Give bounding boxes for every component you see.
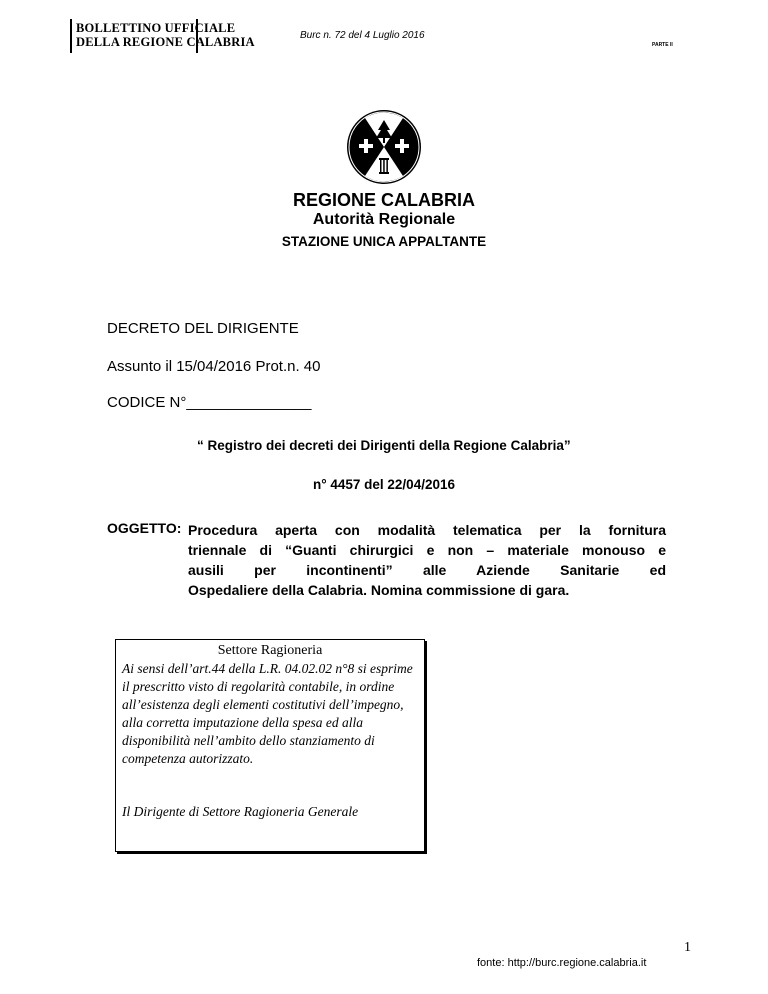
masthead-line-2: DELLA REGIONE CALABRIA xyxy=(76,35,255,49)
parte-label: PARTE II xyxy=(652,42,673,48)
authority-title: Autorità Regionale xyxy=(312,211,456,228)
registro-line: “ Registro dei decreti dei Dirigenti della Regione Calabria” xyxy=(197,438,571,453)
box-signature: Il Dirigente di Settore Ragioneria Generale xyxy=(122,804,359,819)
coat-of-arms-icon xyxy=(345,108,423,186)
oggetto-text xyxy=(188,520,666,600)
masthead-line-1: BOLLETTINO UFFICIALE xyxy=(76,21,236,35)
oggetto-line: Ospedaliere della Calabria. Nomina commissione di gara. xyxy=(188,582,570,598)
oggetto-line: Procedura aperta con modalità telematica per la fornitura xyxy=(188,522,666,538)
box-title: Settore Ragioneria xyxy=(217,643,323,658)
oggetto-line: triennale di “Guanti chirurgici e non – materiale monouso e xyxy=(188,542,666,558)
region-title: REGIONE CALABRIA xyxy=(292,190,475,210)
burc-reference: Burc n. 72 del 4 Luglio 2016 xyxy=(300,30,425,41)
oggetto-label: OGGETTO: xyxy=(107,520,182,536)
codice-line: CODICE N°_______________ xyxy=(107,394,312,411)
box-body: Ai sensi dell’art.44 della L.R. 04.02.02 n°8 si esprime il prescritto visto di regolarità contabile, in ordine all’esistenza degli elementi costitutivi dell’impegno, alla corretta imputazione della spesa ed alla disponibilità nell’ambito dello stanziamento di competenza autorizzato. xyxy=(122,661,413,766)
oggetto-line: ausili per incontinenti” alle Aziende Sanitarie ed xyxy=(188,562,666,578)
page-number: 1 xyxy=(684,940,691,955)
bollettino-masthead xyxy=(70,19,255,53)
source-footer: fonte: http://burc.regione.calabria.it xyxy=(477,957,647,969)
assunto-line: Assunto il 15/04/2016 Prot.n. 40 xyxy=(107,358,321,375)
decree-heading: DECRETO DEL DIRIGENTE xyxy=(107,320,299,337)
office-title: STAZIONE UNICA APPALTANTE xyxy=(281,234,487,249)
decree-number: n° 4457 del 22/04/2016 xyxy=(312,477,455,492)
ragioneria-box xyxy=(115,639,425,852)
